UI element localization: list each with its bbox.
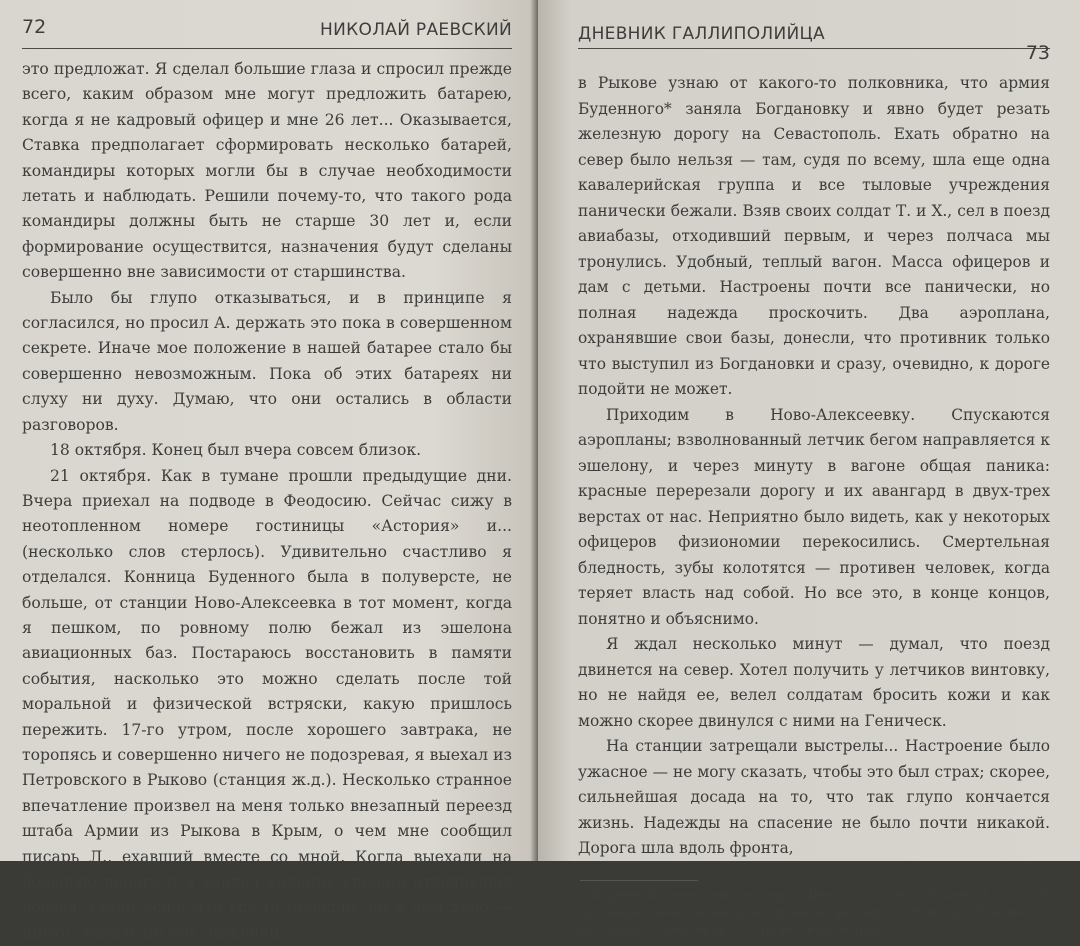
left-paragraph-1: это предложат. Я сделал большие глаза и спросил прежде всего, каким образом мне могут предложить батарею, когда я не кадровый офицер и мне 26 лет... Оказывается, Ставка предполагает сформировать несколько батарей, командиры которых могли бы в случае необходимости летать и наблюдать. Решили почему-то, что такого рода командиры должны быть не старше 30 лет и, если формирование осуществится, назначения будут сделаны совершенно вне зависимости от старшинства. bbox=[22, 57, 512, 286]
right-paragraph-2: Приходим в Ново-Алексеевку. Спускаются аэропланы; взволнованный летчик бегом направляется к эшелону, и через минуту в вагоне общая паника: красные перерезали дорогу и их авангард в двух-трех верстах от нас. Неприятно было видеть, как у некоторых офицеров физиономии перекосились. Смертельная бледность, зубы колотятся — противен человек, когда теряет власть над собой. Но все это, в конце концов, понятно и объяснимо. bbox=[578, 403, 1050, 633]
right-page-header bbox=[578, 14, 1050, 49]
footnote-divider bbox=[580, 880, 698, 881]
left-page bbox=[0, 0, 538, 861]
right-page bbox=[538, 0, 1080, 861]
left-paragraph-4: 21 октября. Как в тумане прошли предыдущие дни. Вчера приехал на подводе в Феодосию. Сейчас сижу в неотопленном номере гостиницы «Астория» и... (несколько слов стерлось). Удивительно счастливо я отделался. Конница Буденного была в полуверсте, не больше, от станции Ново-Алексеевка в тот момент, когда я пешком, по ровному полю бежал из эшелона авиационных баз. Постараюсь восстановить в памяти события, насколько это можно сделать после той моральной и физической встряски, какую пришлось пережить. 17-го утром, после хорошего завтрака, не торопясь и совершенно ничего не подозревая, я выехал из Петровского в Рыково (станция ж.д.). Несколько странное впечатление произвел на меня только внезапный переезд штаба Армии из Рыкова в Крым, о чем мне сообщил писарь Л., exавший вместе со мной. Когда выехали на большую дорогу и я увидел колонну спешно отходивших обозов, стало ясно, что где-то неладно, но в чем дело — никто сказать не мог. Наконец bbox=[22, 464, 512, 946]
left-running-title: НИКОЛАЙ РАЕВСКИЙ bbox=[320, 20, 512, 40]
left-paragraph-3: 18 октября. Конец был вчера совсем близок. bbox=[22, 438, 512, 463]
left-paragraph-2: Было бы глупо отказываться, и в принципе я согласился, но просил А. держать это пока в совершенном секрете. Иначе мое положение в нашей батарее стало бы совершенно невозможным. Пока об этих батареях ни слуху ни духу. Думаю, что они остались в области разговоров. bbox=[22, 286, 512, 438]
right-running-title: ДНЕВНИК ГАЛЛИПОЛИЙЦА bbox=[578, 24, 825, 44]
right-paragraph-4: На станции затрещали выстрелы... Настроение было ужасное — не могу сказать, чтобы это был страх; скорее, сильнейшая досада на то, что так глупо кончается жизнь. Надежды на спасение не было почти никакой. Дорога шла вдоль фронта, bbox=[578, 734, 1050, 862]
right-paragraph-1: в Рыкове узнаю от какого-то полковника, что армия Буденного* заняла Богдановку и явно будет резать железную дорогу на Севастополь. Ехать обратно на север было нельзя — там, судя по всему, шла еще одна кавалерийская группа и все тыловые учреждения панически бежали. Взяв своих солдат Т. и Х., сел в поезд авиабазы, отходивший первым, и через полчаса мы тронулись. Удобный, теплый вагон. Масса офицеров и дам с детьми. Настроены почти все панически, но полная надежда проскочить. Два аэроплана, охранявшие свои базы, донесли, что противник только что выступил из Богдановки и сразу, очевидно, к дороге подойти не может. bbox=[578, 71, 1050, 403]
left-page-number: 72 bbox=[22, 16, 46, 38]
right-page-number: 73 bbox=[1026, 42, 1050, 64]
left-page-header bbox=[22, 14, 512, 49]
right-paragraph-3: Я ждал несколько минут — думал, что поезд двинется на север. Хотел получить у летчиков винтовку, но не найдя ее, велел солдатам бросить кожи и как можно скорее двинулся с ними на Геническ. bbox=[578, 632, 1050, 734]
footnote: * Буденный переправился через Днепр, пользуясь туманной погодой, сделавшей невозможной воздушную разведку. Этим и объясняется внезапность появления его армии в нашем тылу. bbox=[578, 887, 1050, 938]
